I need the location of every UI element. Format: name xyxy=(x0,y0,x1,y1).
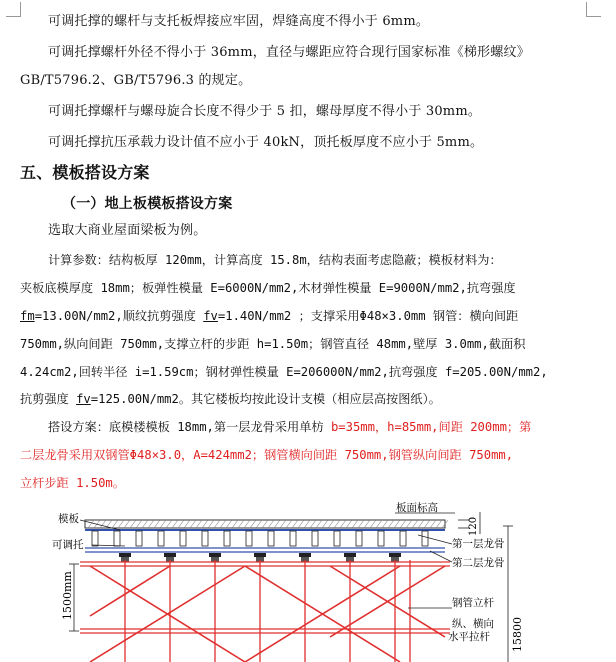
first-keel-block xyxy=(312,531,318,546)
first-keel-block xyxy=(268,531,274,546)
paragraph-capacity: 可调托撑抗压承载力设计值不应小于 40kN，顶托板厚度不应小于 5mm。 xyxy=(48,135,484,150)
first-keel-row xyxy=(92,531,428,546)
paragraph-nut: 可调托撑螺杆与螺母旋合长度不得少于 5 扣，螺母厚度不得小于 30mm。 xyxy=(48,104,482,119)
formwork-support-diagram xyxy=(0,502,616,662)
diagonal-bracing xyxy=(90,566,445,662)
paragraph-thread-line1: 可调托撑螺杆外径不得小于 36mm，直径与螺距应符合现行国家标准《梯形螺纹》 xyxy=(48,45,530,60)
calc-line-1: 计算参数：结构板厚 120mm，计算高度 15.8m，结构表面考虑隐蔽；模板材料为： xyxy=(48,253,502,267)
steel-pole-row xyxy=(125,560,410,662)
first-keel-block xyxy=(136,531,142,546)
first-keel-block xyxy=(334,531,340,546)
first-keel-block xyxy=(422,531,428,546)
label-first-keel: 第一层龙骨 xyxy=(452,538,505,550)
first-keel-block xyxy=(400,531,406,546)
step-dimension-label: 1500mm xyxy=(61,571,74,620)
label-slab-top: 板面标高 xyxy=(396,502,438,514)
scheme-line-1: 搭设方案：底模楼模板 18mm,第一层龙骨采用单枋 b=35mm，h=85mm,间距 200mm；第 xyxy=(48,420,532,434)
height-dimension-label: 15800 xyxy=(511,617,524,652)
first-keel-block xyxy=(92,531,98,546)
fv-symbol: fv xyxy=(203,309,218,323)
fv-symbol: fv xyxy=(76,392,91,406)
label-formwork: 模板 xyxy=(58,513,79,525)
concrete-slab xyxy=(85,520,448,528)
first-keel-block xyxy=(158,531,164,546)
label-steel-pole: 钢管立杆 xyxy=(452,597,494,609)
calc-line-5: 4.24cm2,回转半径 i=1.59cm；钢材弹性模量 E=206000N/mm2,抗弯强度 f=205.00N/mm2, xyxy=(20,365,548,379)
label-second-keel: 第二层龙骨 xyxy=(452,557,505,569)
first-keel-block xyxy=(290,531,296,546)
first-keel-block xyxy=(378,531,384,546)
slab-dimension-label: 120 xyxy=(468,516,479,536)
label-adjustable-support: 可调托 xyxy=(52,539,84,551)
scheme-line-3: 立杆步距 1.50m。 xyxy=(20,476,125,490)
first-keel-block xyxy=(180,531,186,546)
scheme-line-2: 二层龙骨采用双钢管Φ48×3.0，A=424mm2；钢管横向间距 750mm,钢管纵向间距 750mm, xyxy=(20,448,514,462)
section-title: 五、模板搭设方案 xyxy=(20,163,150,182)
calc-line-4: 750mm,纵向间距 750mm,支撑立杆的步距 h=1.50m；钢管直径 48mm,壁厚 3.0mm,截面积 xyxy=(20,337,526,351)
calc-line-3: fm=13.00N/mm2,顺纹抗剪强度 fv=1.40N/mm2 ；支撑采用Φ48×3.0mm 钢管：横向间距 xyxy=(20,309,519,323)
first-keel-block xyxy=(246,531,252,546)
label-tie-bar-1: 纵、横向 xyxy=(452,618,494,630)
intro-text: 选取大商业屋面梁板为例。 xyxy=(48,223,207,238)
fm-symbol: fm xyxy=(20,309,35,323)
calc-line-2: 夹板底模厚度 18mm；板弹性模量 E=6000N/mm2,木材弹性模量 E=9000N/mm2,抗弯强度 xyxy=(20,281,516,295)
paragraph-weld: 可调托撑的螺杆与支托板焊接应牢固，焊缝高度不得小于 6mm。 xyxy=(48,14,430,29)
subsection-title: （一）地上板模板搭设方案 xyxy=(62,196,233,212)
paragraph-thread-line2: GB/T5796.2、GB/T5796.3 的规定。 xyxy=(20,73,252,88)
margin-corner-mark xyxy=(6,2,21,17)
first-keel-block xyxy=(224,531,230,546)
first-keel-block xyxy=(202,531,208,546)
calc-line-6: 抗剪强度 fv=125.00N/mm2。其它楼板均按此设计支模（相应层高按图纸）。 xyxy=(20,392,441,406)
label-tie-bar-2: 水平拉杆 xyxy=(448,631,490,643)
first-keel-block xyxy=(114,531,120,546)
first-keel-block xyxy=(356,531,362,546)
